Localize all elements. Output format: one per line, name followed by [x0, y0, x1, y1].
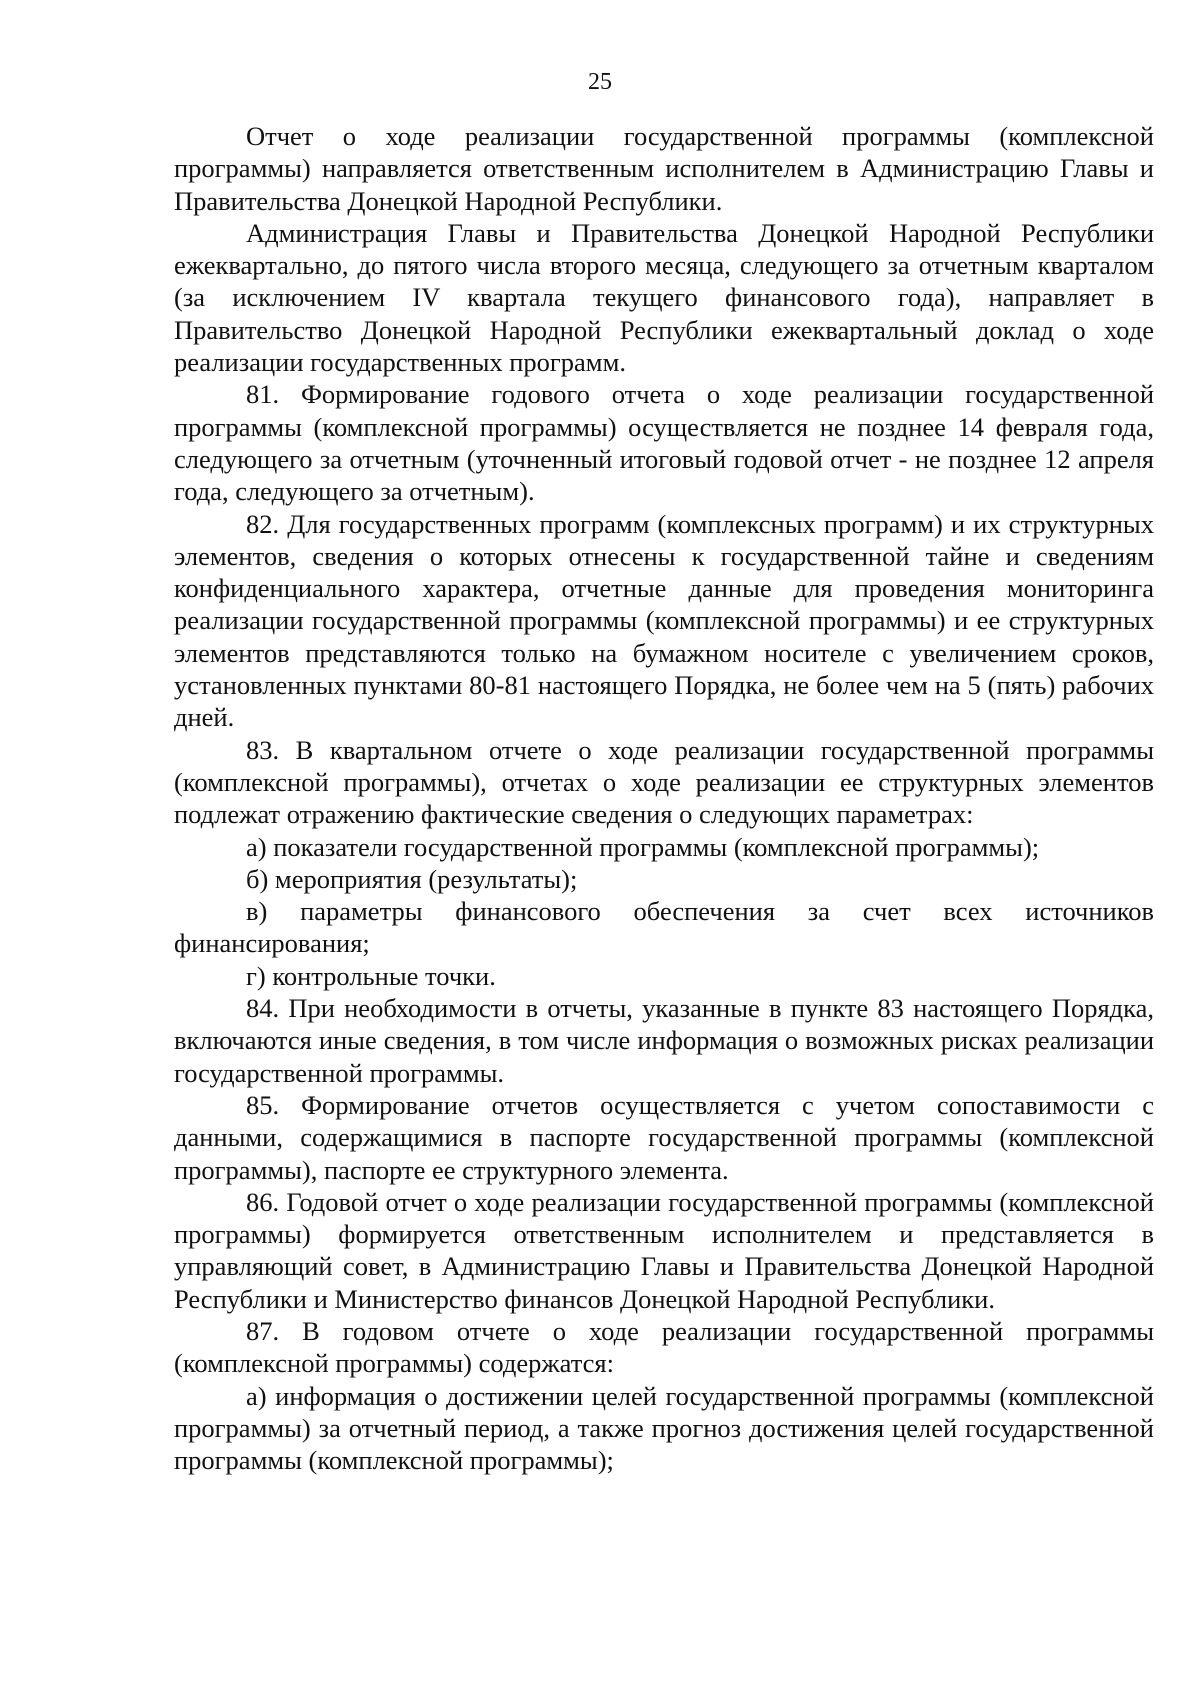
paragraph-item-83: 83. В квартальном отчете о ходе реализации государственной программы (комплексной программы), отчетах о ходе реализации ее структурных элементов подлежат отражению фактические сведения о следующих параметрах:: [174, 734, 1154, 830]
paragraph-item-81: 81. Формирование годового отчета о ходе реализации государственной программы (комплексной программы) осуществляется не позднее 14 февраля года, следующего за отчетным (уточненный итоговый годовой отчет - не позднее 12 апреля года, следующего за отчетным).: [174, 379, 1154, 507]
paragraph-item-87: 87. В годовом отчете о ходе реализации государственной программы (комплексной программы) содержатся:: [174, 1315, 1154, 1379]
paragraph-item-82: 82. Для государственных программ (комплексных программ) и их структурных элементов, сведения о которых отнесены к государственной тайне и сведениям конфиденциального характера, отчетные данные для проведения мониторинга реализации государственной программы (комплексной программы) и ее структурных элементов представляются только на бумажном носителе с увеличением сроков, установленных пунктами 80-81 настоящего Порядка, не более чем на 5 (пять) рабочих дней.: [174, 508, 1154, 733]
paragraph-item-85: 85. Формирование отчетов осуществляется с учетом сопоставимости с данными, содержащимися в паспорте государственной программы (комплексной программы), паспорте ее структурного элемента.: [174, 1089, 1154, 1185]
document-body: [174, 120, 1154, 1476]
paragraph-administration-quarterly: Администрация Главы и Правительства Донецкой Народной Республики ежеквартально, до пятого числа второго месяца, следующего за отчетным кварталом (за исключением IV квартала текущего финансового года), направляет в Правительство Донецкой Народной Республики ежеквартальный доклад о ходе реализации государственных программ.: [174, 217, 1154, 378]
paragraph-report-submission: Отчет о ходе реализации государственной программы (комплексной программы) направляется ответственным исполнителем в Администрацию Главы и Правительства Донецкой Народной Республики.: [174, 121, 1154, 216]
paragraph-item-84: 84. При необходимости в отчеты, указанные в пункте 83 настоящего Порядка, включаются иные сведения, в том числе информация о возможных рисках реализации государственной программы.: [174, 993, 1154, 1088]
paragraph-item-83-a: а) показатели государственной программы (комплексной программы);: [246, 831, 1040, 862]
paragraph-item-83-v: в) параметры финансового обеспечения за счет всех источников финансирования;: [174, 896, 1154, 959]
paragraph-item-87-a: а) информация о достижении целей государственной программы (комплексной программы) за отчетный период, а также прогноз достижения целей государственной программы (комплексной программы);: [174, 1380, 1154, 1476]
page-number: 25: [588, 69, 612, 95]
paragraph-item-83-b: б) мероприятия (результаты);: [246, 863, 578, 894]
paragraph-item-83-g: г) контрольные точки.: [246, 960, 496, 991]
paragraph-item-86: 86. Годовой отчет о ходе реализации государственной программы (комплексной программы) формируется ответственным исполнителем и представляется в управляющий совет, в Администрацию Главы и Правительства Донецкой Народной Республики и Министерство финансов Донецкой Народной Республики.: [174, 1186, 1154, 1314]
